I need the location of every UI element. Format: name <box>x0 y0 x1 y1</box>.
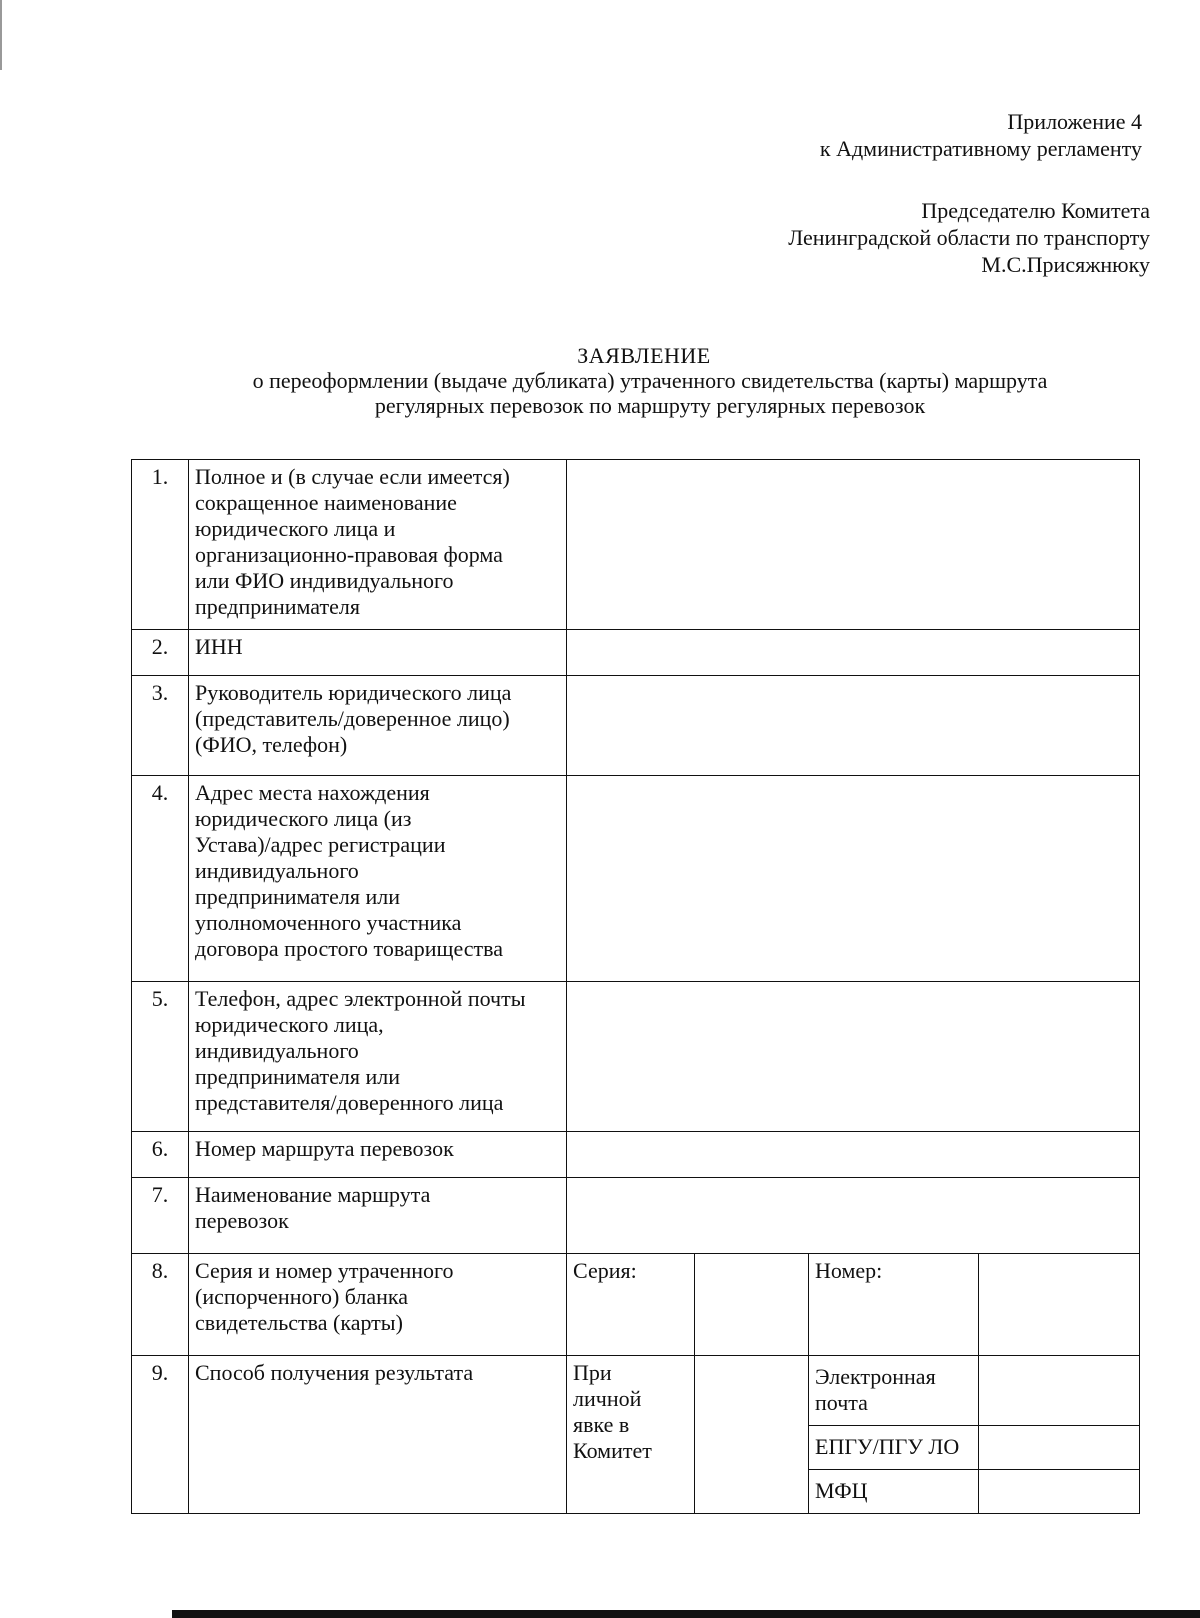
row-number: 5. <box>132 982 189 1132</box>
row-number: 6. <box>132 1132 189 1178</box>
row-label-legal-name: Полное и (в случае если имеется) сокращенное наименование юридического лица и организационно-правовая форма или ФИО индивидуального предпринимателя <box>189 460 567 630</box>
appendix-line-2: к Административному регламенту <box>819 136 1142 161</box>
scan-bottom-edge <box>172 1610 1200 1618</box>
row-label-address: Адрес места нахождения юридического лица (из Устава)/адрес регистрации индивидуального предпринимателя или уполномоченного участника договора простого товарищества <box>189 776 567 982</box>
field-contacts[interactable] <box>567 982 1140 1132</box>
form-row-1 <box>132 460 1140 630</box>
row-label-head: Руководитель юридического лица (представитель/доверенное лицо) (ФИО, телефон) <box>189 676 567 776</box>
option-email-mark[interactable] <box>979 1356 1140 1426</box>
option-personal-visit-label: При личной явке в Комитет <box>567 1356 695 1514</box>
field-number[interactable] <box>979 1254 1140 1356</box>
option-email-label: Электронная почта <box>809 1356 979 1426</box>
field-legal-name[interactable] <box>567 460 1140 630</box>
form-row-9 <box>132 1356 1140 1426</box>
form-row-6 <box>132 1132 1140 1178</box>
row-number: 9. <box>132 1356 189 1514</box>
row-label-route-number: Номер маршрута перевозок <box>189 1132 567 1178</box>
appendix-line-1: Приложение 4 <box>1007 109 1142 134</box>
option-mfc-label: МФЦ <box>809 1470 979 1514</box>
form-row-2 <box>132 630 1140 676</box>
field-series[interactable] <box>695 1254 809 1356</box>
row-label-blank-series-number: Серия и номер утраченного (испорченного) бланка свидетельства (карты) <box>189 1254 567 1356</box>
document-subtitle <box>150 368 1150 418</box>
subtitle-line-1: о переоформлении (выдаче дубликата) утраченного свидетельства (карты) маршрута <box>252 368 1048 393</box>
addressee-line-1: Председателю Комитета <box>921 198 1150 223</box>
form-row-3 <box>132 676 1140 776</box>
row-number: 4. <box>132 776 189 982</box>
series-label: Серия: <box>567 1254 695 1356</box>
field-address[interactable] <box>567 776 1140 982</box>
row-number: 7. <box>132 1178 189 1254</box>
option-personal-visit-mark[interactable] <box>695 1356 809 1514</box>
row-label-route-name: Наименование маршрута перевозок <box>189 1178 567 1254</box>
row-number: 2. <box>132 630 189 676</box>
row-label-contacts: Телефон, адрес электронной почты юридического лица, индивидуального предпринимателя или представителя/доверенного лица <box>189 982 567 1132</box>
row-label-inn: ИНН <box>189 630 567 676</box>
row-number: 3. <box>132 676 189 776</box>
field-head[interactable] <box>567 676 1140 776</box>
application-form-table <box>131 459 1140 1514</box>
field-route-name[interactable] <box>567 1178 1140 1254</box>
form-row-4 <box>132 776 1140 982</box>
option-epgu-mark[interactable] <box>979 1426 1140 1470</box>
addressee-block <box>788 197 1150 278</box>
row-number: 8. <box>132 1254 189 1356</box>
addressee-line-3: М.С.Присяжнюку <box>981 252 1150 277</box>
appendix-note <box>820 108 1142 162</box>
addressee-line-2: Ленинградской области по транспорту <box>788 225 1150 250</box>
form-row-7 <box>132 1178 1140 1254</box>
subtitle-line-2: регулярных перевозок по маршруту регулярных перевозок <box>374 393 926 418</box>
field-inn[interactable] <box>567 630 1140 676</box>
row-label-result-method: Способ получения результата <box>189 1356 567 1514</box>
form-row-8 <box>132 1254 1140 1356</box>
field-route-number[interactable] <box>567 1132 1140 1178</box>
number-label: Номер: <box>809 1254 979 1356</box>
document-title: ЗАЯВЛЕНИЕ <box>577 343 711 368</box>
scan-edge-mark <box>0 0 2 70</box>
row-number: 1. <box>132 460 189 630</box>
option-epgu-label: ЕПГУ/ПГУ ЛО <box>809 1426 979 1470</box>
option-mfc-mark[interactable] <box>979 1470 1140 1514</box>
form-row-5 <box>132 982 1140 1132</box>
